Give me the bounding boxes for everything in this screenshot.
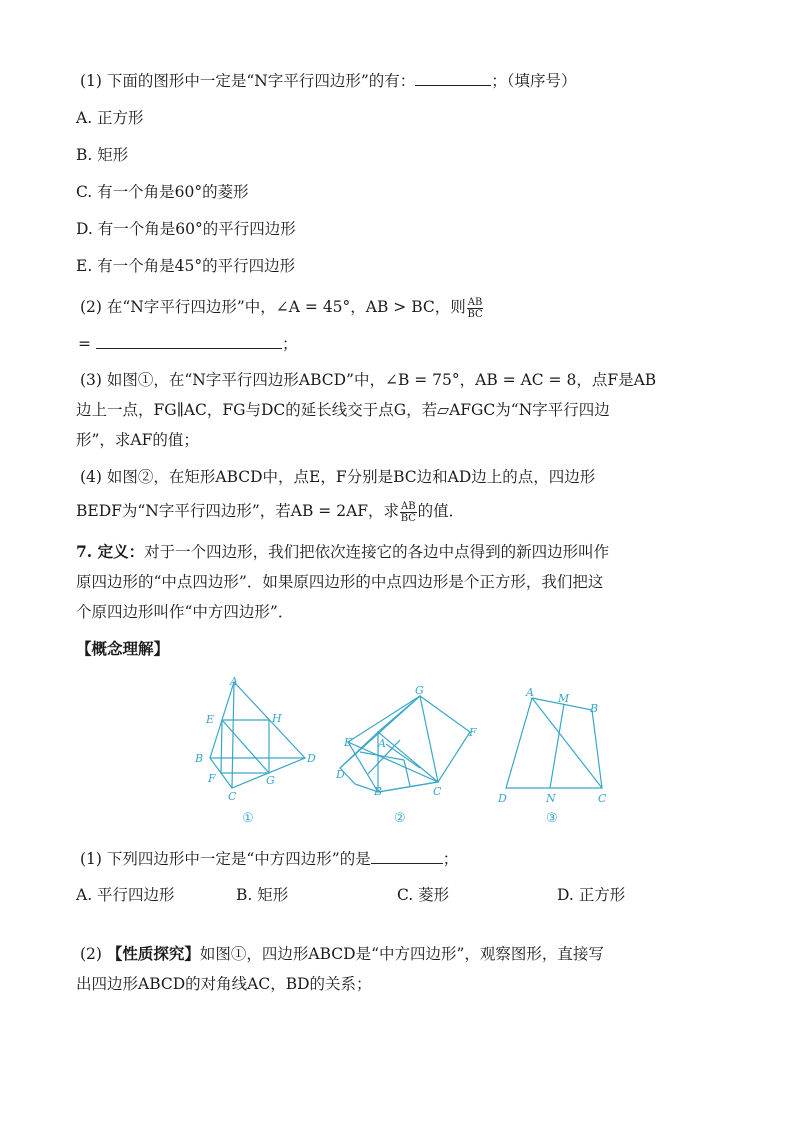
- fig1-inner-line: [222, 720, 269, 773]
- fig1-label-B: B: [195, 752, 204, 765]
- q6-part4-line2: [76, 500, 464, 524]
- q6-part3-line3: 形”，求AF的值；: [76, 431, 199, 449]
- q6-option-d: D. 有一个角是60°的平行四边形: [76, 220, 296, 238]
- q7-line2: 原四边形的“中点四边形”．如果原四边形的中点四边形是个正方形，我们把这: [76, 573, 604, 591]
- q6-part1-blank[interactable]: [415, 71, 491, 86]
- q6-part2-fraction: [467, 297, 484, 320]
- q7-section-title: 【概念理解】: [76, 639, 170, 658]
- fig1-label-E: E: [206, 713, 215, 726]
- q6-part1-tail: ；（填序号）: [491, 72, 577, 90]
- q7-choice-d: D. 正方形: [557, 886, 626, 904]
- fig3-line-mn: [550, 704, 564, 788]
- q7-part2-line2: 出四边形ABCD的对角线AC，BD的关系；: [76, 975, 372, 993]
- q6-part2-tail: ；: [281, 335, 298, 353]
- fig2-label-G: G: [415, 684, 424, 697]
- figure-2: [330, 684, 490, 829]
- q7-part2-prefix: (2): [80, 945, 107, 963]
- q7-part1-tail: ；: [442, 850, 459, 868]
- figure-1: [190, 672, 320, 827]
- fig2-line-ag: [378, 696, 420, 732]
- fraction-denominator: BC: [467, 308, 483, 320]
- fig2-label-A: A: [378, 737, 386, 750]
- q6-part2-blank[interactable]: [96, 334, 282, 349]
- q7-part2-text: 如图①，四边形ABCD是“中方四边形”，观察图形，直接写: [199, 945, 604, 963]
- fig3-quadrilateral: [506, 698, 602, 788]
- q6-part4-fraction: [400, 501, 417, 524]
- fig1-label-H: H: [272, 712, 282, 725]
- q6-option-a: A. 正方形: [76, 109, 144, 127]
- q6-part1: [80, 70, 577, 92]
- q7-line1: [76, 541, 609, 563]
- fig2-inner-3: [386, 744, 420, 768]
- q6-option-b: B. 矩形: [76, 146, 129, 164]
- q6-part3-line2: 边上一点，FG∥AC，FG与DC的延长线交于点G，若▱AFGC为“N字平行四边: [76, 401, 610, 419]
- q7-definition-label: 7. 定义：: [76, 542, 145, 561]
- fig1-label-D: D: [307, 752, 316, 765]
- q7-part1-blank[interactable]: [371, 849, 443, 864]
- fig3-label-B: B: [590, 702, 599, 715]
- q7-part2-section: 【性质探究】: [106, 944, 200, 963]
- fig2-label-C: C: [433, 785, 442, 798]
- fig3-label-M: M: [558, 692, 570, 705]
- q6-part2-text: (2) 在“N字平行四边形”中，∠A = 45°，AB > BC，则: [80, 298, 466, 316]
- fig3-label-D: D: [498, 792, 507, 805]
- q7-part2-line1: [80, 943, 604, 965]
- q6-part4-line1: (4) 如图②，在矩形ABCD中，点E，F分别是BC边和AD边上的点，四边形: [80, 468, 596, 486]
- q7-line1-text: 对于一个四边形，我们把依次连接它的各边中点得到的新四边形叫作: [144, 543, 610, 561]
- fig1-caption: ①: [242, 811, 254, 826]
- fig3-caption: ③: [546, 811, 558, 826]
- fig2-outer-shape-lower: [340, 696, 438, 792]
- fig1-label-G: G: [266, 774, 275, 787]
- fraction-numerator: AB: [467, 296, 483, 308]
- fig1-label-F: F: [208, 772, 216, 785]
- q6-part4-tail: 的值．: [417, 502, 465, 520]
- q6-part2-answer-line: [78, 333, 297, 355]
- fig1-diagonal-ac: [232, 682, 234, 788]
- q6-option-e: E. 有一个角是45°的平行四边形: [76, 257, 296, 275]
- fig2-label-F: F: [469, 726, 477, 739]
- fraction-denominator: BC: [400, 512, 416, 524]
- q6-part1-text: (1) 下面的图形中一定是“N字平行四边形”的有：: [80, 72, 416, 90]
- equals-sign: =: [78, 335, 91, 353]
- q7-part1: [80, 848, 458, 870]
- fig2-label-E: E: [344, 736, 353, 749]
- fig3-label-N: N: [546, 792, 556, 805]
- fig1-label-C: C: [228, 790, 237, 803]
- fig1-label-A: A: [230, 675, 238, 688]
- fig2-label-B: B: [374, 785, 383, 798]
- q7-choice-a: A. 平行四边形: [76, 886, 175, 904]
- q7-choice-c: C. 菱形: [397, 886, 450, 904]
- fig2-label-D: D: [336, 768, 345, 781]
- q6-option-c: C. 有一个角是60°的菱形: [76, 183, 249, 201]
- q6-part2: [80, 296, 484, 320]
- q7-choice-b: B. 矩形: [236, 886, 289, 904]
- q6-part3-line1: (3) 如图①，在“N字平行四边形ABCD”中，∠B = 75°，AB = AC = 8，点F是AB: [80, 371, 657, 389]
- fig3-label-A: A: [526, 686, 534, 699]
- figure-3: [490, 682, 620, 828]
- fig2-caption: ②: [394, 811, 406, 826]
- fig2-outer-shape: [348, 696, 470, 782]
- q6-part4-text: BEDF为“N字平行四边形”，若AB = 2AF，求: [76, 502, 400, 520]
- fig3-label-C: C: [598, 792, 607, 805]
- q7-line3: 个原四边形叫作“中方四边形”．: [76, 603, 294, 621]
- q7-part1-text: (1) 下列四边形中一定是“中方四边形”的是: [80, 850, 371, 868]
- fraction-numerator: AB: [401, 500, 416, 512]
- fig2-inner-4: [404, 760, 410, 786]
- fig1-quadrilateral-abcd: [210, 682, 305, 788]
